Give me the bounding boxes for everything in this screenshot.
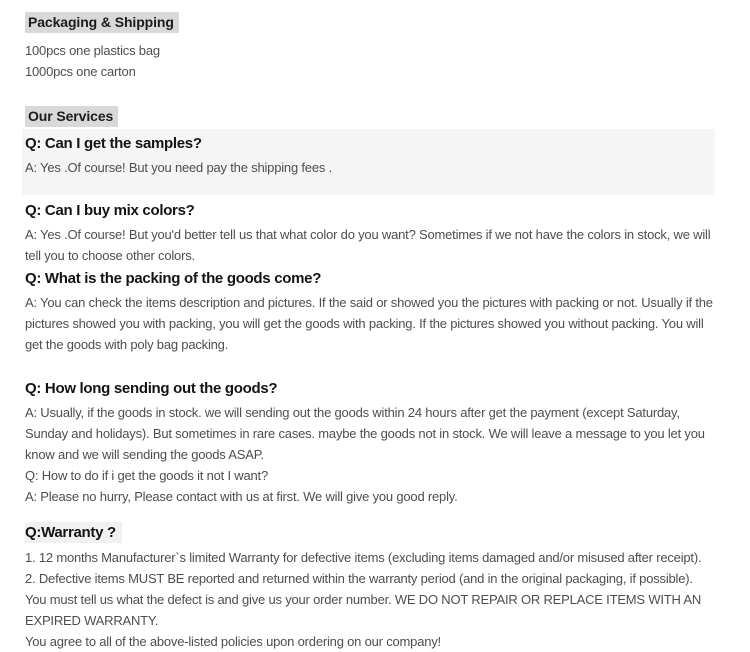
faq-item-mix-colors xyxy=(25,201,715,266)
faq-question-warranty: Q:Warranty ? xyxy=(25,522,122,543)
our-services-section xyxy=(25,106,715,652)
packaging-shipping-section xyxy=(25,12,715,82)
faq-question-packing: Q: What is the packing of the goods come? xyxy=(25,270,322,287)
faq-item-samples xyxy=(22,129,715,195)
faq-answer-shipping-time: A: Usually, if the goods in stock. we will sending out the goods within 24 hours after get the payment (except Saturday, Sunday and holidays). But sometimes in rare cases. maybe the goods not in stock. We will leave a message to you let you know and we will sending the goods ASAP. xyxy=(25,405,705,462)
packaging-lines xyxy=(25,40,715,82)
faq-question-shipping-time: Q: How long sending out the goods? xyxy=(25,380,278,397)
faq-question-warranty-row xyxy=(25,522,715,543)
faq-answer-samples: A: Yes .Of course! But you need pay the shipping fees . xyxy=(25,160,332,175)
description-content xyxy=(25,12,715,652)
faq-answer-packing: A: You can check the items description and pictures. If the said or showed you the pictures with packing or not. Usually if the pictures showed you with packing, you will get the goods with packing. If the pictures showed you without packing. You will get the goods with poly bag packing. xyxy=(25,295,713,352)
faq-item-warranty xyxy=(25,522,715,652)
faq-item-packing xyxy=(25,269,715,355)
packaging-shipping-title: Packaging & Shipping xyxy=(25,12,179,33)
packaging-line-bag: 100pcs one plastics bag xyxy=(25,43,160,58)
faq-answer-mix-colors: A: Yes .Of course! But you'd better tell us that what color do you want? Sometimes if we not have the colors in stock, we will tell you to choose other colors. xyxy=(25,227,711,263)
our-services-title-row xyxy=(25,106,715,127)
faq-question-mix-colors: Q: Can I buy mix colors? xyxy=(25,202,195,219)
faq-subquestion-wrong-goods: Q: How to do if i get the goods it not I want? xyxy=(25,468,268,483)
our-services-title: Our Services xyxy=(25,106,118,127)
faq-subanswer-wrong-goods: A: Please no hurry, Please contact with us at first. We will give you good reply. xyxy=(25,489,458,504)
packaging-line-carton: 1000pcs one carton xyxy=(25,64,136,79)
faq-item-shipping-time xyxy=(25,379,715,507)
warranty-term-1: 1. 12 months Manufacturer`s limited Warranty for defective items (excluding items damaged and/or misused after receipt). xyxy=(25,550,702,565)
warranty-term-2: 2. Defective items MUST BE reported and returned within the warranty period (and in the original packaging, if possible). You must tell us what the defect is and give us your order number. WE DO NOT REPAIR OR REPLACE ITEMS WITH AN EXPIRED WARRANTY. xyxy=(25,571,702,628)
warranty-agreement-note: You agree to all of the above-listed policies upon ordering on our company! xyxy=(25,634,441,649)
faq-question-samples: Q: Can I get the samples? xyxy=(25,135,202,152)
